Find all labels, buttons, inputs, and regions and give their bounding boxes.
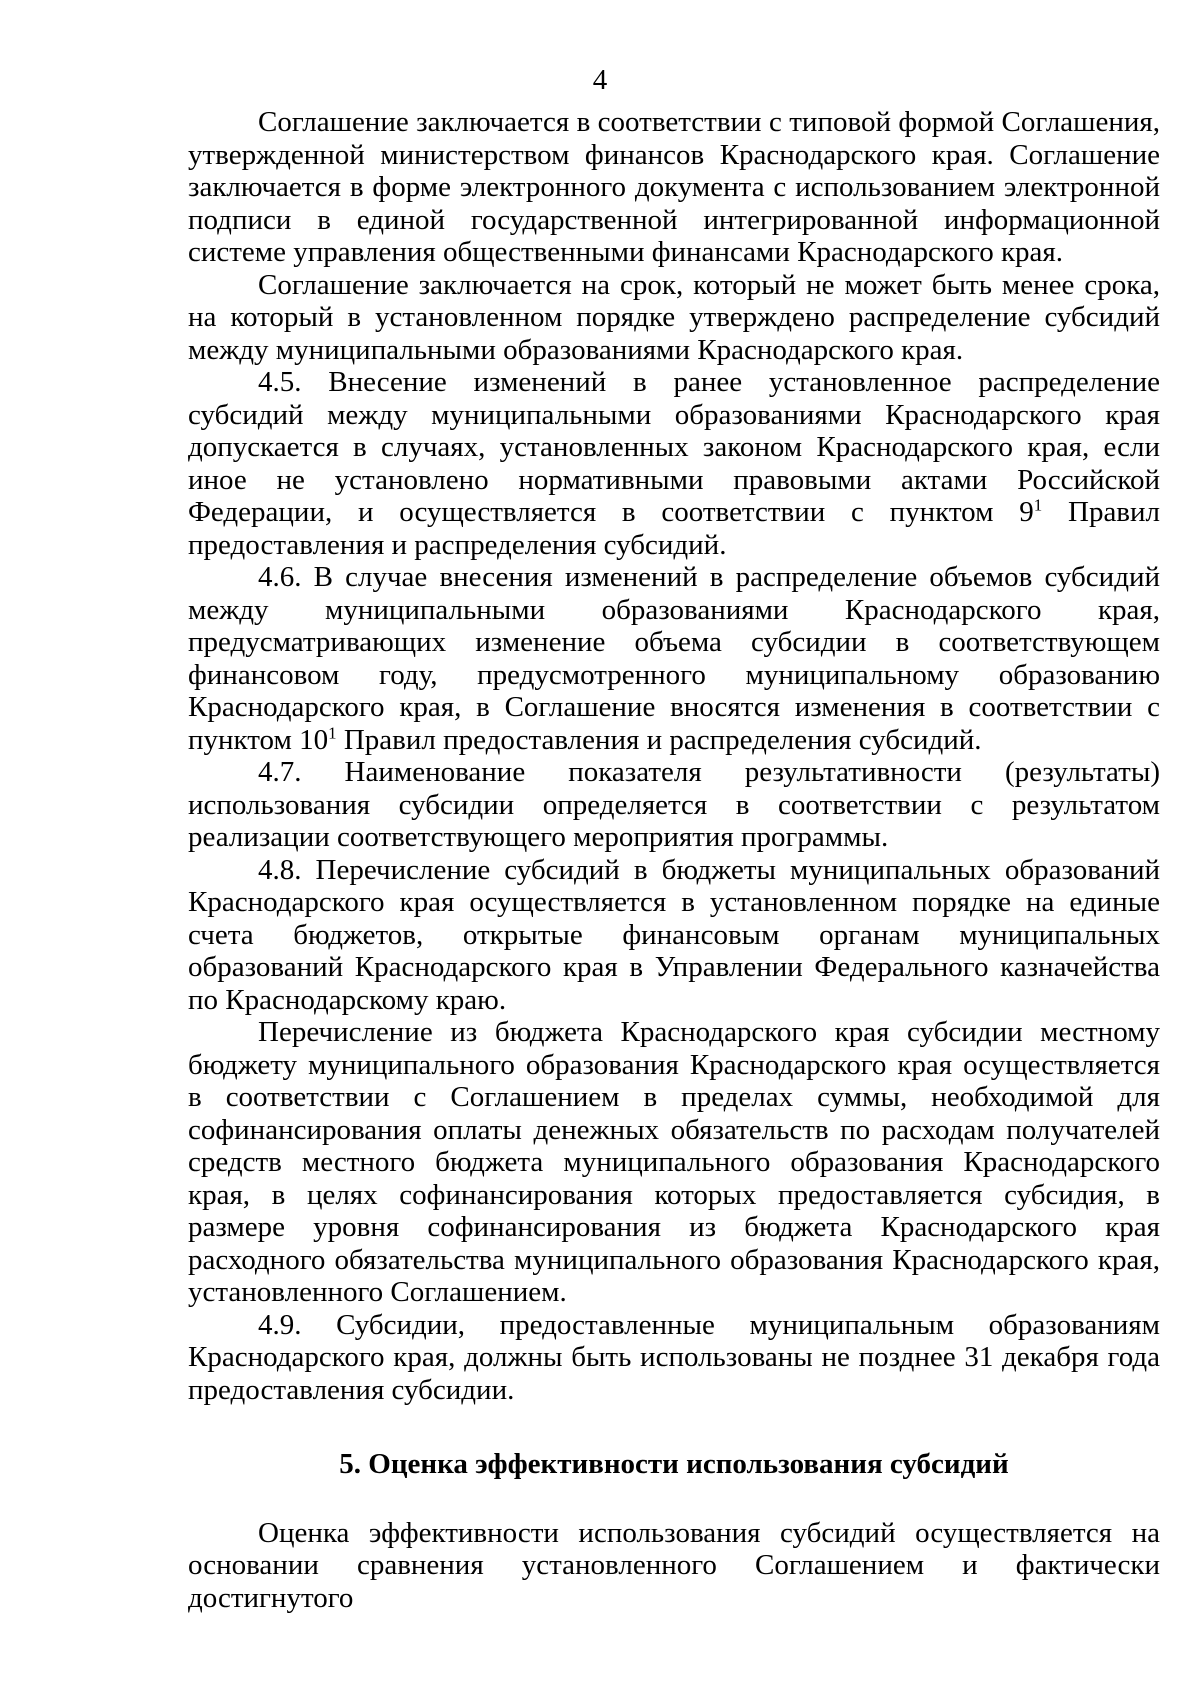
paragraph-agreement-form: Соглашение заключается в соответствии с типовой формой Соглашения, утвержденной министерством финансов Краснодарского края. Соглашение заключается в форме электронного документа с использованием электронной подписи в единой государственной интегрированной информационной системе управления общественными финансами Краснодарского края.	[188, 106, 1160, 268]
paragraph-4-5	[188, 366, 1160, 561]
superscript-marker: 1	[328, 722, 337, 742]
paragraph-4-6-text: 4.6. В случае внесения изменений в распределение объемов субсидий между муниципальными образованиями Краснодарского края, предусматривающих изменение объема субсидии в соответствующем финансовом году, предусмотренного муниципальному образованию Краснодарского края, в Соглашение вносятся изменения в соответствии с пунктом 10	[188, 561, 1160, 756]
paragraph-4-8: 4.8. Перечисление субсидий в бюджеты муниципальных образований Краснодарского края осуществляется в установленном порядке на единые счета бюджетов, открытые финансовым органам муниципальных образований Краснодарского края в Управлении Федерального казначейства по Краснодарскому краю.	[188, 853, 1160, 1016]
paragraph-4-6-text-end: Правил предоставления и распределения субсидий.	[336, 723, 982, 756]
paragraph-4-9: 4.9. Субсидии, предоставленные муниципальным образованиям Краснодарского края, должны быть использованы не позднее 31 декабря года предоставления субсидии.	[188, 1308, 1160, 1406]
superscript-marker: 1	[1033, 495, 1043, 515]
paragraph-4-7: 4.7. Наименование показателя результативности (результаты) использования субсидии определяется в соответствии с результатом реализации соответствующего мероприятия программы.	[188, 756, 1160, 853]
paragraph-transfer: Перечисление из бюджета Краснодарского края субсидии местному бюджету муниципального образования Краснодарского края осуществляется в соответствии с Соглашением в пределах суммы, необходимой для софинансирования оплаты денежных обязательств по расходам получателей средств местного бюджета муниципального образования Краснодарского края, в целях софинансирования которых предоставляется субсидия, в размере уровня софинансирования из бюджета Краснодарского края расходного обязательства муниципального образования Краснодарского края, установленного Соглашением.	[188, 1016, 1160, 1308]
paragraph-4-5-text-end: Правил предоставления и распределения субсидий.	[188, 496, 1160, 561]
paragraph-section-5: Оценка эффективности использования субсидий осуществляется на основании сравнения установленного Соглашением и фактически достигнутого	[188, 1516, 1160, 1614]
paragraph-4-6	[188, 561, 1160, 756]
document-body	[188, 106, 1160, 1614]
section-5-heading: 5. Оценка эффективности использования субсидий	[339, 1448, 1009, 1480]
paragraph-agreement-term: Соглашение заключается на срок, который не может быть менее срока, на который в установленном порядке утверждено распределение субсидий между муниципальными образованиями Краснодарского края.	[188, 268, 1160, 366]
paragraph-4-5-text: 4.5. Внесение изменений в ранее установленное распределение субсидий между муниципальными образованиями Краснодарского края допускается в случаях, установленных законом Краснодарского края, если иное не установлено нормативными правовыми актами Российской Федерации, и осуществляется в соответствии с пунктом 9	[188, 366, 1160, 528]
page-number: 4	[592, 64, 608, 96]
